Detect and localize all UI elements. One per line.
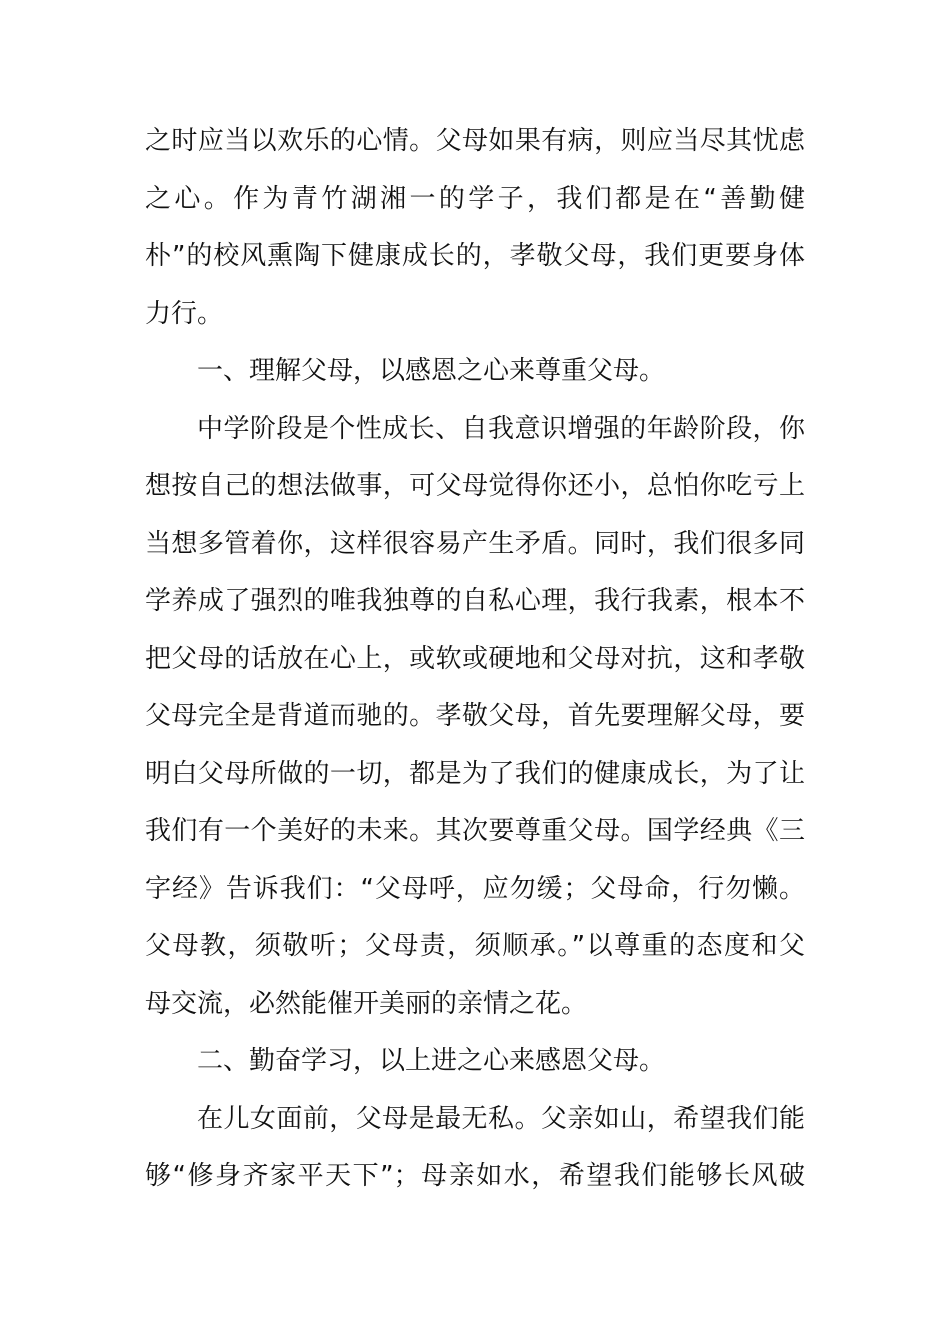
text-line: 之时应当以欢乐的心情。父母如果有病，则应当尽其忧虑 [145, 126, 805, 156]
text-line: 明白父母所做的一切，都是为了我们的健康成长，为了让 [145, 758, 805, 789]
text-line: 之心。作为青竹湖湘一的学子，我们都是在“善勤健 [145, 183, 805, 214]
text-line: 我们有一个美好的未来。其次要尊重父母。国学经典《三 [145, 816, 805, 846]
text-line: 一、理解父母，以感恩之心来尊重父母。 [197, 356, 666, 386]
text-line: 中学阶段是个性成长、自我意识增强的年龄阶段，你 [197, 413, 805, 444]
text-line: 字经》告诉我们：“父母呼，应勿缓；父母命，行勿懒。 [145, 873, 805, 904]
text-line: 力行。 [145, 298, 224, 329]
text-line: 在儿女面前，父母是最无私。父亲如山，希望我们能 [197, 1103, 805, 1134]
text-line: 父母教，须敬听；父母责，须顺承。”以尊重的态度和父 [145, 931, 805, 961]
text-line: 二、勤奋学习，以上进之心来感恩父母。 [197, 1046, 666, 1076]
text-line: 想按自己的想法做事，可父母觉得你还小，总怕你吃亏上 [145, 471, 805, 501]
document-body [145, 118, 805, 1211]
text-line: 朴”的校风熏陶下健康成长的，孝敬父母，我们更要身体 [145, 241, 805, 271]
text-line: 母交流，必然能催开美丽的亲情之花。 [145, 988, 588, 1019]
text-line: 把父母的话放在心上，或软或硬地和父母对抗，这和孝敬 [145, 643, 805, 674]
text-line: 父母完全是背道而驰的。孝敬父母，首先要理解父母，要 [145, 701, 805, 731]
text-line: 学养成了强烈的唯我独尊的自私心理，我行我素，根本不 [145, 586, 805, 616]
text-line: 够“修身齐家平天下”；母亲如水，希望我们能够长风破 [145, 1161, 805, 1191]
text-line: 当想多管着你，这样很容易产生矛盾。同时，我们很多同 [145, 528, 805, 559]
